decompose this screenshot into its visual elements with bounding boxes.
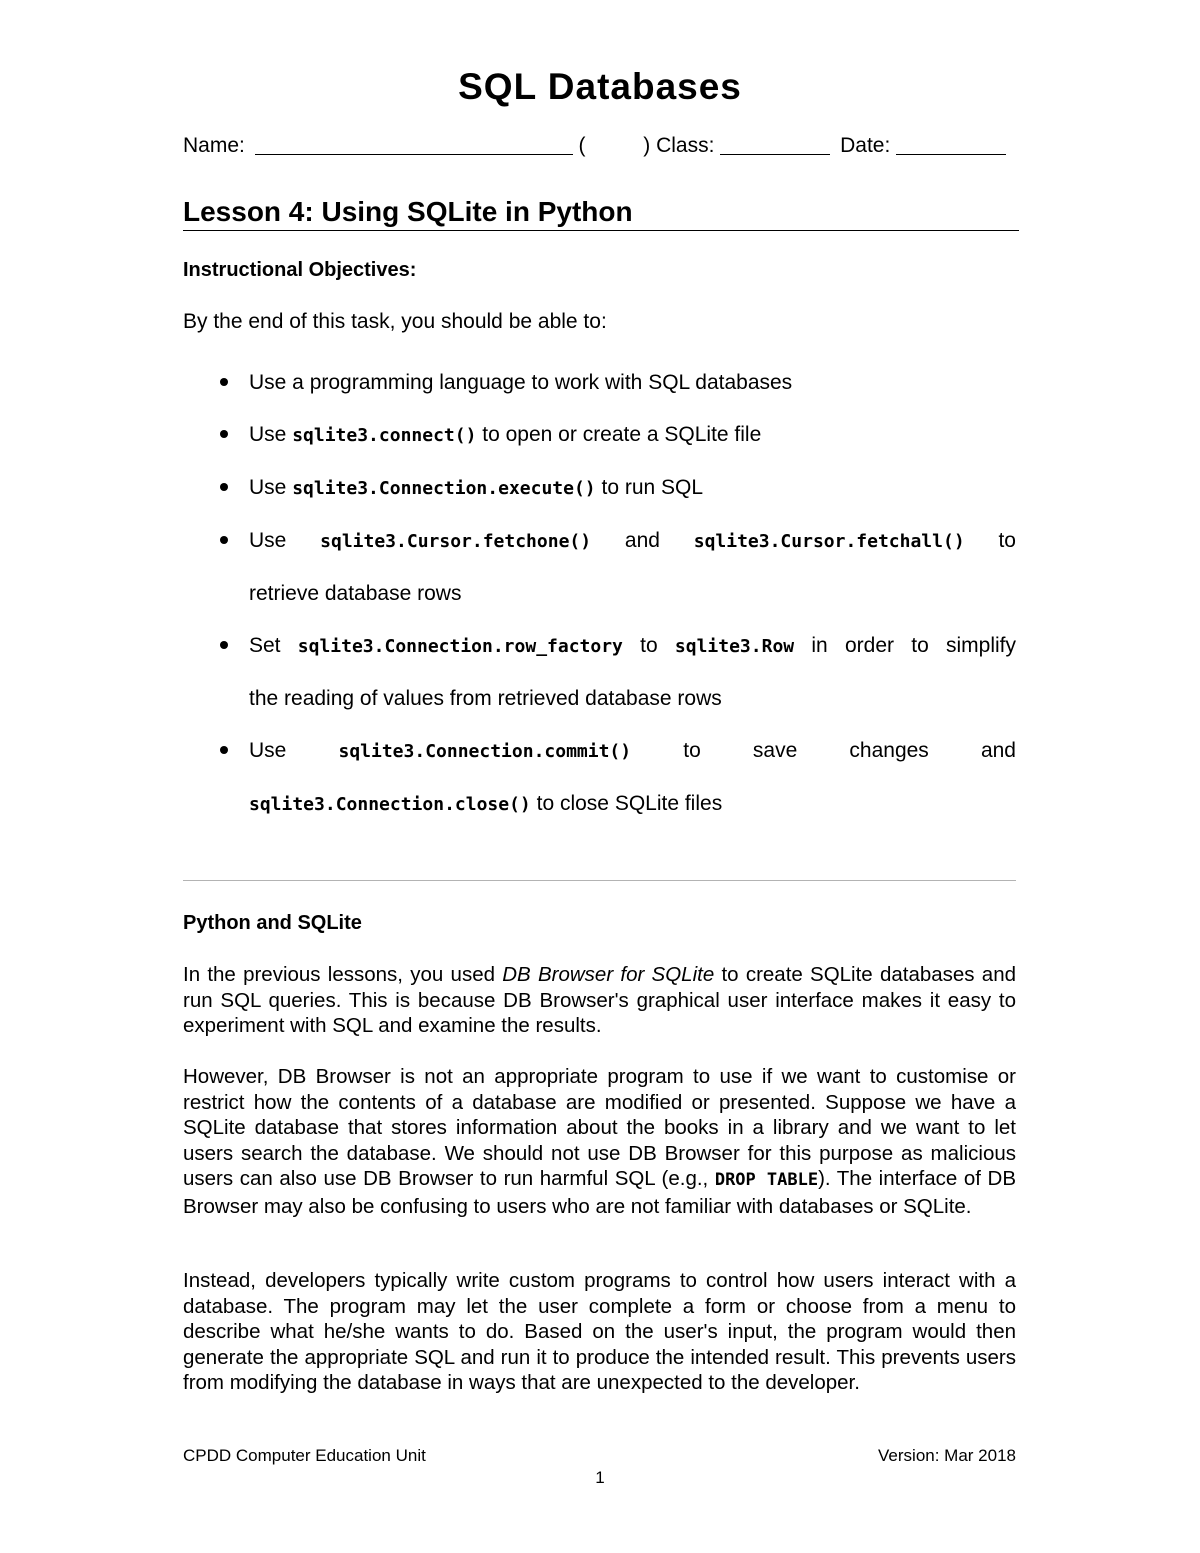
objective-item: Use sqlite3.Connection.commit() to save changes and sqlite3.Connection.close() to close SQLite files — [183, 725, 1016, 831]
code-inline: sqlite3.Connection.close() — [249, 794, 531, 815]
code-inline: sqlite3.Row — [674, 636, 795, 657]
code-inline: sqlite3.Cursor.fetchone() — [320, 531, 592, 552]
objective-item: Use sqlite3.Cursor.fetchone() and sqlite3.Cursor.fetchall() to retrieve database rows — [183, 515, 1016, 620]
objective-item: Set sqlite3.Connection.row_factory to sqlite3.Row in order to simplify the reading of values from retrieved database rows — [183, 620, 1016, 725]
paren-open: ( — [578, 134, 586, 157]
code-inline: sqlite3.connect() — [292, 425, 477, 446]
code-inline: sqlite3.Connection.execute() — [292, 478, 596, 499]
code-inline: DROP TABLE — [714, 1170, 819, 1191]
objectives-heading: Instructional Objectives: — [183, 259, 417, 281]
code-inline: sqlite3.Connection.row_factory — [297, 636, 623, 657]
code-inline: sqlite3.Cursor.fetchall() — [693, 531, 965, 552]
section-heading: Python and SQLite — [183, 912, 362, 934]
objectives-list — [183, 357, 1016, 831]
date-blank — [896, 134, 1006, 155]
objective-item: Use sqlite3.Connection.execute() to run SQL — [183, 462, 1016, 515]
student-info-line — [183, 134, 1006, 158]
document-title: SQL Databases — [458, 66, 742, 107]
footer-version: Version: Mar 2018 — [878, 1446, 1016, 1465]
app-name-italic: DB Browser for SQLite — [502, 963, 715, 986]
section-divider — [183, 880, 1016, 881]
code-inline: sqlite3.Connection.commit() — [338, 741, 632, 762]
page-number: 1 — [595, 1468, 605, 1487]
name-label: Name: — [183, 134, 245, 157]
footer-organization: CPDD Computer Education Unit — [183, 1446, 426, 1465]
paren-close: ) — [643, 134, 651, 157]
objective-item: Use a programming language to work with SQL databases — [183, 357, 1016, 409]
class-label: Class: — [656, 134, 715, 157]
date-label: Date: — [840, 134, 891, 157]
name-blank — [255, 134, 573, 155]
paragraph-2: However, DB Browser is not an appropriate program to use if we want to customise or restrict how the contents of a database are modified or presented. Suppose we have a SQLite database that stores information about the books in a library and we want to let users search the database. We should not use DB Browser for this purpose as malicious users can also use DB Browser to run harmful SQL (e.g., DROP TABLE). The interface of DB Browser may also be confusing to users who are not familiar with databases or SQLite. — [183, 1065, 1017, 1218]
paragraph-3: Instead, developers typically write custom programs to control how users interact with a database. The program may let the user complete a form or choose from a menu to describe what he/she wants to do. Based on the user's input, the program would then generate the appropriate SQL and run it to produce the intended result. This prevents users from modifying the database in ways that are unexpected to the developer. — [183, 1269, 1016, 1395]
lesson-title: Lesson 4: Using SQLite in Python — [183, 196, 1019, 231]
paragraph-1: In the previous lessons, you used DB Browser for SQLite to create SQLite databases and run SQL queries. This is because DB Browser's graphical user interface makes it easy to experiment with SQL and examine the results. — [183, 963, 1016, 1038]
objective-item: Use sqlite3.connect() to open or create a SQLite file — [183, 409, 1016, 462]
objectives-intro: By the end of this task, you should be able to: — [183, 310, 607, 333]
class-blank — [720, 134, 830, 155]
